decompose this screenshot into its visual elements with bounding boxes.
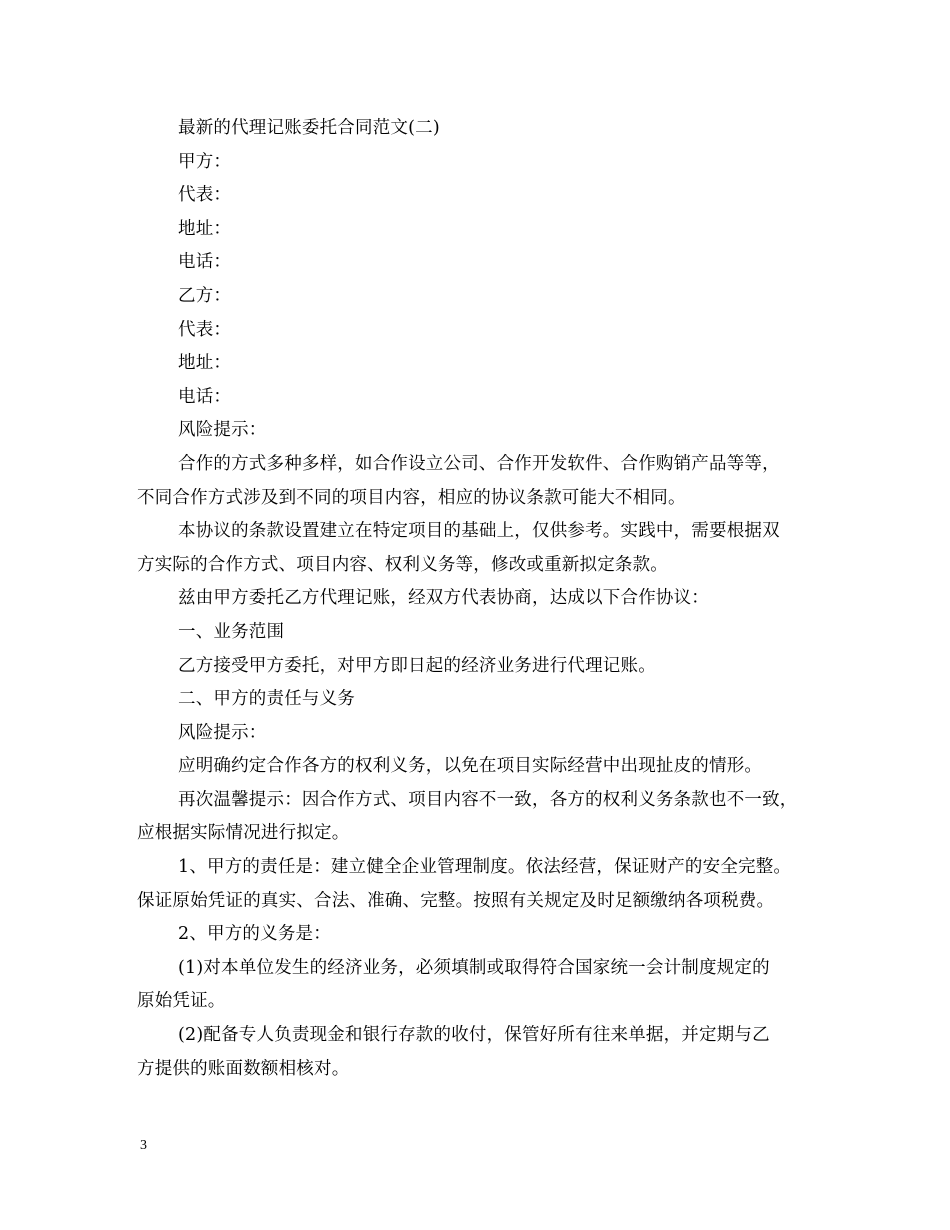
- party-a-phone: 电话：: [178, 252, 232, 273]
- paragraph-line: 本协议的条款设置建立在特定项目的基础上，仅供参考。实践中，需要根据双: [178, 521, 780, 542]
- paragraph-line: 方提供的账面数额相核对。: [137, 1058, 350, 1079]
- section-heading: 一、业务范围: [178, 621, 285, 642]
- paragraph-line: 应根据实际情况进行拟定。: [137, 823, 350, 844]
- party-b-phone: 电话：: [178, 386, 232, 407]
- paragraph-line: (2)配备专人负责现金和银行存款的收付，保管好所有往来单据，并定期与乙: [178, 1025, 770, 1046]
- paragraph-line: 2、甲方的义务是：: [178, 924, 331, 945]
- paragraph-line: 方实际的合作方式、项目内容、权利义务等，修改或重新拟定条款。: [137, 554, 668, 575]
- paragraph-line: 兹由甲方委托乙方代理记账，经双方代表协商，达成以下合作协议：: [178, 588, 709, 609]
- paragraph-line: 1、甲方的责任是：建立健全企业管理制度。依法经营，保证财产的安全完整。: [178, 857, 792, 878]
- paragraph-line: 再次温馨提示：因合作方式、项目内容不一致，各方的权利义务条款也不一致，: [178, 789, 798, 810]
- party-a-label: 甲方：: [178, 151, 232, 172]
- party-b-label: 乙方：: [178, 285, 232, 306]
- paragraph-line: 乙方接受甲方委托，对甲方即日起的经济业务进行代理记账。: [178, 655, 656, 676]
- party-a-address: 地址：: [178, 218, 232, 239]
- section-heading: 二、甲方的责任与义务: [178, 689, 355, 710]
- party-b-representative: 代表：: [178, 319, 232, 340]
- paragraph-line: 原始凭证。: [137, 991, 226, 1012]
- page-number: 3: [140, 1138, 147, 1153]
- party-a-representative: 代表：: [178, 185, 232, 206]
- paragraph-line: 合作的方式多种多样，如合作设立公司、合作开发软件、合作购销产品等等，: [178, 453, 780, 474]
- paragraph-line: 应明确约定合作各方的权利义务，以免在项目实际经营中出现扯皮的情形。: [178, 756, 763, 777]
- paragraph-line: (1)对本单位发生的经济业务，必须填制或取得符合国家统一会计制度规定的: [178, 957, 770, 978]
- party-b-address: 地址：: [178, 353, 232, 374]
- document-body: [137, 112, 817, 1086]
- document-title: 最新的代理记账委托合同范文(二): [178, 118, 440, 138]
- risk-notice-heading: 风险提示：: [178, 420, 267, 441]
- paragraph-line: 不同合作方式涉及到不同的项目内容，相应的协议条款可能大不相同。: [137, 487, 686, 508]
- risk-notice-heading: 风险提示：: [178, 722, 267, 743]
- paragraph-line: 保证原始凭证的真实、合法、准确、完整。按照有关规定及时足额缴纳各项税费。: [137, 890, 775, 911]
